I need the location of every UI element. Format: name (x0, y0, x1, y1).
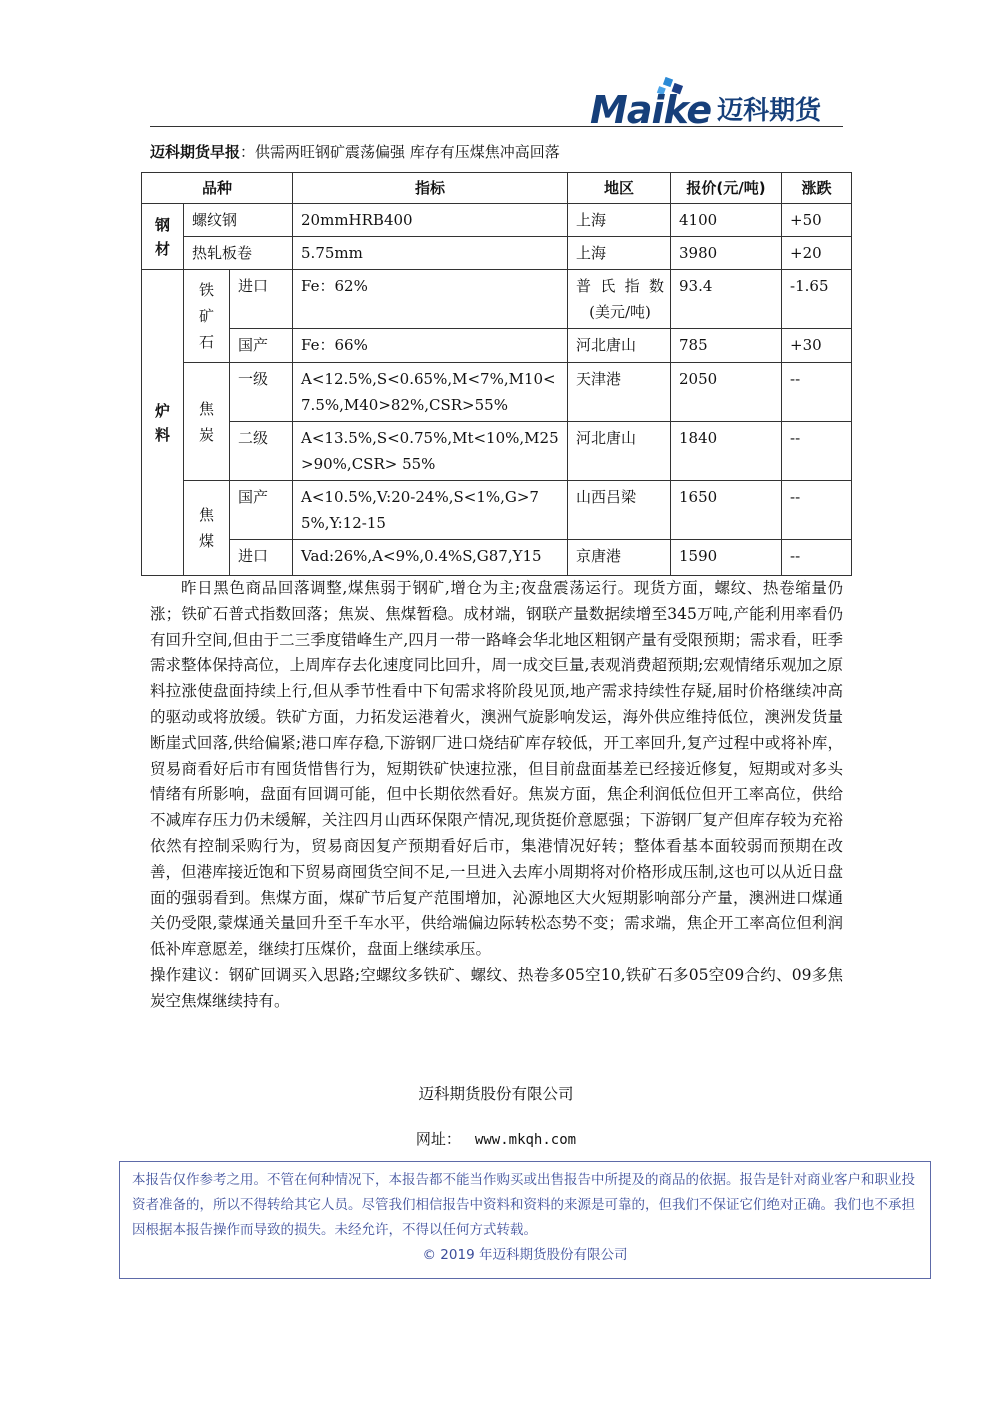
row-spec: A<12.5%,S<0.65%,M<7%,M10<7.5%,M40>82%,CSR>55% (293, 363, 568, 422)
row-region: 河北唐山 (568, 329, 671, 363)
row-name: 热轧板卷 (184, 237, 293, 270)
table-row (142, 481, 852, 540)
category-steel: 钢材 (142, 204, 184, 270)
logo-chinese: 迈科期货 (717, 96, 822, 126)
subcategory-coking-coal: 焦煤 (184, 481, 230, 576)
row-name: 二级 (230, 422, 293, 481)
table-row (142, 329, 852, 363)
table-row (142, 540, 852, 576)
header-divider (150, 126, 843, 127)
header-variety: 品种 (142, 173, 293, 204)
header-indicator: 指标 (293, 173, 568, 204)
report-body (150, 576, 843, 1015)
header-region: 地区 (568, 173, 671, 204)
report-title (150, 141, 560, 162)
row-spec: 20mmHRB400 (293, 204, 568, 237)
row-spec: Fe：62% (293, 270, 568, 329)
row-price: 2050 (671, 363, 782, 422)
subcategory-coke: 焦炭 (184, 363, 230, 481)
row-change: -- (782, 481, 852, 540)
row-name: 一级 (230, 363, 293, 422)
row-region: 京唐港 (568, 540, 671, 576)
logo-latin: Maike (590, 88, 712, 132)
analysis-paragraph: 昨日黑色商品回落调整,煤焦弱于钢矿,增仓为主;夜盘震荡运行。现货方面，螺纹、热卷缩量仍涨；铁矿石普式指数回落；焦炭、焦煤暂稳。成材端，钢联产量数据续增至345万吨,产能利用率看仍有回升空间,但由于二三季度错峰生产,四月一带一路峰会华北地区粗钢产量有受限预期；需求看，旺季需求整体保持高位，上周库存去化速度同比回升，周一成交巨量,表观消费超预期;宏观情绪乐观加之原料拉涨使盘面持续上行,但从季节性看中下旬需求将阶段见顶,地产需求持续性存疑,届时价格继续冲高的驱动或将放缓。铁矿方面，力拓发运港着火，澳洲气旋影响发运，海外供应维持低位，澳洲发货量断崖式回落,供给偏紧;港口库存稳,下游钢厂进口烧结矿库存较低，开工率回升,复产过程中或将补库，贸易商看好后市有囤货惜售行为，短期铁矿快速拉涨，但目前盘面基差已经接近修复，短期或对多头情绪有所影响，盘面有回调可能，但中长期依然看好。焦炭方面，焦企利润低位但开工率高位，供给不减库存压力仍未缓解，关注四月山西环保限产情况,现货挺价意愿强；下游钢厂复产但库存较为充裕依然有控制采购行为，贸易商因复产预期看好后市，集港情况好转；整体看基本面较弱而预期在改善，但港库接近饱和下贸易商囤货空间不足,一旦进入去库小周期将对价格形成压制,这也可以从近日盘面的强弱看到。焦煤方面，煤矿节后复产范围增加，沁源地区大火短期影响部分产量，澳洲进口煤通关仍受限,蒙煤通关量回升至千车水平，供给端偏边际转松态势不变；需求端，焦企开工率高位但利润低补库意愿差，继续打压煤价，盘面上继续承压。 (150, 579, 843, 959)
row-change: +30 (782, 329, 852, 363)
row-name: 国产 (230, 481, 293, 540)
row-change: -- (782, 540, 852, 576)
website-label: 网址： (415, 1130, 461, 1148)
row-spec: Vad:26%,A<9%,0.4%S,G87,Y15 (293, 540, 568, 576)
subcategory-iron-ore: 铁矿石 (184, 270, 230, 363)
row-region: 普氏指数 (美元/吨) (568, 270, 671, 329)
price-table (141, 172, 852, 576)
row-spec: Fe：66% (293, 329, 568, 363)
category-furnace: 炉料 (142, 270, 184, 576)
row-name: 螺纹钢 (184, 204, 293, 237)
table-row (142, 204, 852, 237)
header-change: 涨跌 (782, 173, 852, 204)
row-price: 4100 (671, 204, 782, 237)
row-spec: A<10.5%,V:20-24%,S<1%,G>75%,Y:12-15 (293, 481, 568, 540)
row-name: 进口 (230, 540, 293, 576)
trading-advice: 操作建议：钢矿回调买入思路;空螺纹多铁矿、螺纹、热卷多05空10,铁矿石多05空09合约、09多焦炭空焦煤继续持有。 (150, 965, 843, 1010)
disclaimer-box (119, 1161, 931, 1279)
row-region: 河北唐山 (568, 422, 671, 481)
report-title-label: 迈科期货早报 (150, 143, 241, 161)
row-region: 天津港 (568, 363, 671, 422)
row-name: 国产 (230, 329, 293, 363)
table-row (142, 237, 852, 270)
row-spec: 5.75mm (293, 237, 568, 270)
table-row (142, 270, 852, 329)
row-price: 785 (671, 329, 782, 363)
copyright: © 2019 年迈科期货股份有限公司 (422, 1247, 628, 1263)
website-line (0, 1128, 992, 1149)
row-change: +50 (782, 204, 852, 237)
row-change: -- (782, 422, 852, 481)
row-change: -1.65 (782, 270, 852, 329)
header-price: 报价(元/吨) (671, 173, 782, 204)
disclaimer-text: 本报告仅作参考之用。不管在何种情况下，本报告都不能当作购买或出售报告中所提及的商品的依据。报告是针对商业客户和职业投资者准备的，所以不得转给其它人员。尽管我们相信报告中资料和资料的来源是可靠的，但我们不保证它们绝对正确。我们也不承担因根据本报告操作而导致的损失。未经允许，不得以任何方式转载。 (132, 1172, 915, 1238)
row-spec: A<13.5%,S<0.75%,Mt<10%,M25>90%,CSR> 55% (293, 422, 568, 481)
table-header-row (142, 173, 852, 204)
report-title-text: 供需两旺钢矿震荡偏强 库存有压煤焦冲高回落 (255, 143, 560, 161)
row-price: 93.4 (671, 270, 782, 329)
row-price: 1840 (671, 422, 782, 481)
row-change: +20 (782, 237, 852, 270)
website-link[interactable]: www.mkqh.com (474, 1132, 577, 1148)
table-row (142, 422, 852, 481)
row-region: 山西吕梁 (568, 481, 671, 540)
row-region: 上海 (568, 204, 671, 237)
row-region: 上海 (568, 237, 671, 270)
row-name: 进口 (230, 270, 293, 329)
company-name: 迈科期货股份有限公司 (418, 1085, 574, 1103)
row-price: 1650 (671, 481, 782, 540)
table-row (142, 363, 852, 422)
report-title-sep: ： (240, 143, 256, 161)
row-change: -- (782, 363, 852, 422)
row-price: 1590 (671, 540, 782, 576)
row-price: 3980 (671, 237, 782, 270)
